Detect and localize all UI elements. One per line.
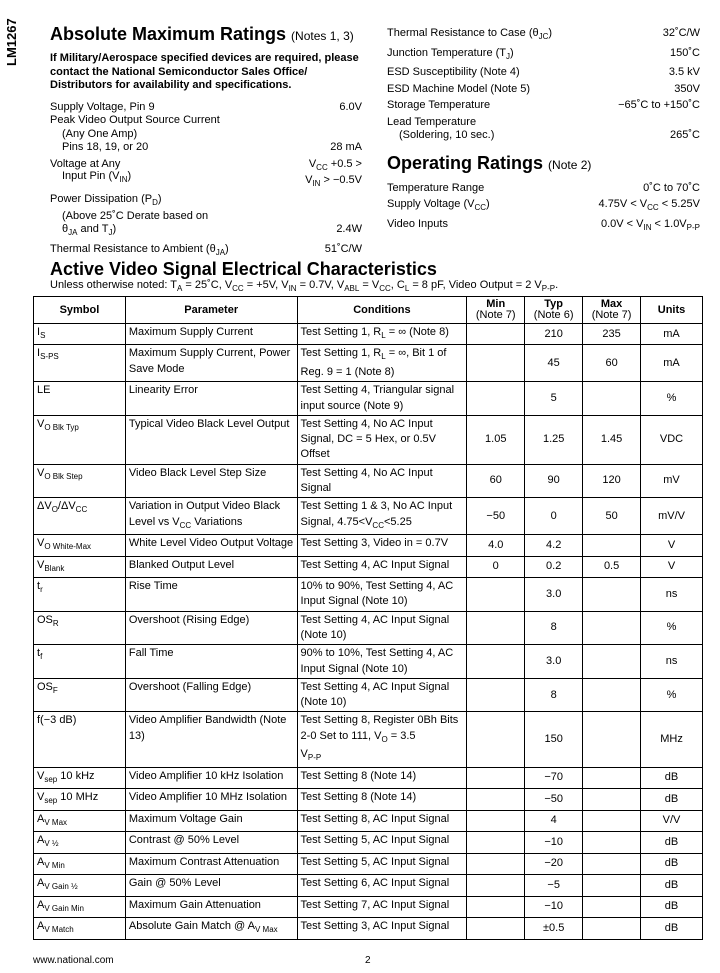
rating-row: ESD Susceptibility (Note 4) 3.5 kV: [387, 66, 700, 79]
header-min: Min (Note 7): [467, 297, 525, 324]
peak-current-sub2: Pins 18, 19, or 20 28 mA: [62, 141, 362, 153]
table-row: [34, 832, 703, 853]
cell-typ: ±0.5: [525, 918, 583, 939]
rating-row: Thermal Resistance to Case $(\theta_{JC})$ 32˚C/W: [387, 27, 700, 42]
cell-units: dB: [641, 853, 703, 874]
cell-conditions: Test Setting 4, AC Input Signal: [297, 556, 467, 577]
cell-parameter: Contrast @ 50% Level: [125, 832, 297, 853]
header-typ: Typ (Note 6): [525, 297, 583, 324]
cell-symbol: $V_{sep}$ 10 kHz: [34, 767, 126, 788]
cell-symbol: $V_{O Blk Typ}$: [34, 415, 126, 464]
cell-conditions: Test Setting 8 (Note 14): [297, 789, 467, 810]
cell-max: [583, 611, 641, 645]
cell-typ: 90: [525, 464, 583, 498]
cell-conditions: Test Setting 8, AC Input Signal: [297, 810, 467, 831]
cell-max: [583, 875, 641, 896]
cell-max: [583, 678, 641, 712]
cell-parameter: Maximum Voltage Gain: [125, 810, 297, 831]
cell-conditions: Test Setting 1, $R_L$ = ∞, Bit 1 of Reg. 9 = 1 (Note 8): [297, 345, 467, 382]
cell-typ: 150: [525, 712, 583, 767]
cell-symbol: $V_{Blank}$: [34, 556, 126, 577]
cell-typ: 210: [525, 324, 583, 345]
footer-url: www.national.com: [33, 955, 114, 966]
cell-typ: 8: [525, 611, 583, 645]
cell-conditions: Test Setting 3, AC Input Signal: [297, 918, 467, 939]
cell-min: [467, 324, 525, 345]
cell-units: VDC: [641, 415, 703, 464]
cell-min: 1.05: [467, 415, 525, 464]
cell-units: V: [641, 535, 703, 556]
cell-symbol: $V_{sep}$ 10 MHz: [34, 789, 126, 810]
cell-units: mA: [641, 324, 703, 345]
cell-units: dB: [641, 896, 703, 917]
cell-symbol: $OS_F$: [34, 678, 126, 712]
table-row: [34, 498, 703, 535]
cell-units: dB: [641, 832, 703, 853]
lead-temp-label: Lead Temperature: [387, 115, 477, 128]
cell-max: 235: [583, 324, 641, 345]
supply-voltage-row: Supply Voltage, Pin 9 6.0V: [50, 100, 362, 113]
table-row: [34, 645, 703, 679]
cell-units: mA: [641, 345, 703, 382]
cell-typ: 45: [525, 345, 583, 382]
cell-max: [583, 645, 641, 679]
cell-typ: 8: [525, 678, 583, 712]
cell-symbol: $OS_R$: [34, 611, 126, 645]
cell-parameter: Overshoot (Rising Edge): [125, 611, 297, 645]
op-video-row: Video Inputs $0.0V < V_{IN} < 1.0V_{P-P}$: [387, 218, 700, 233]
table-row: [34, 556, 703, 577]
cell-parameter: Maximum Supply Current: [125, 324, 297, 345]
cell-typ: −50: [525, 789, 583, 810]
cell-parameter: Video Black Level Step Size: [125, 464, 297, 498]
cell-units: %: [641, 382, 703, 416]
operating-title: Operating Ratings (Note 2): [387, 152, 592, 173]
peak-current-sub1: (Any One Amp): [62, 127, 138, 140]
active-conditions: Unless otherwise noted: $T_A$ = 25˚C, $V_{CC} = +5V$, $V_{IN} = 0.7V$, $V_{ABL} = V_{CC}$, $C_L = 8$ pF, Video Output = 2 $V_{P-P}$.: [50, 279, 559, 294]
cell-max: [583, 767, 641, 788]
cell-parameter: Video Amplifier 10 kHz Isolation: [125, 767, 297, 788]
cell-max: [583, 832, 641, 853]
cell-conditions: Test Setting 4, AC Input Signal (Note 10): [297, 611, 467, 645]
cell-symbol: $A_{V Gain Min}$: [34, 896, 126, 917]
cell-max: [583, 810, 641, 831]
cell-min: [467, 853, 525, 874]
peak-current-row: Peak Video Output Source Current: [50, 114, 220, 126]
cell-units: dB: [641, 789, 703, 810]
cell-typ: −70: [525, 767, 583, 788]
table-row: [34, 767, 703, 788]
cell-units: mV/V: [641, 498, 703, 535]
cell-symbol: f(−3 dB): [34, 712, 126, 767]
cell-min: [467, 645, 525, 679]
cell-min: [467, 611, 525, 645]
cell-symbol: $I_{S-PS}$: [34, 345, 126, 382]
cell-units: V: [641, 556, 703, 577]
cell-max: 120: [583, 464, 641, 498]
cell-conditions: Test Setting 5, AC Input Signal: [297, 832, 467, 853]
cell-units: V/V: [641, 810, 703, 831]
cell-typ: −20: [525, 853, 583, 874]
cell-symbol: $t_r$: [34, 578, 126, 612]
cell-symbol: LE: [34, 382, 126, 416]
cell-typ: −10: [525, 832, 583, 853]
footer: [33, 955, 703, 966]
cell-min: [467, 832, 525, 853]
header-conditions: Conditions: [297, 297, 467, 324]
table-row: [34, 345, 703, 382]
cell-conditions: Test Setting 4, AC Input Signal (Note 10): [297, 678, 467, 712]
right-ratings: [387, 27, 700, 235]
cell-parameter: Rise Time: [125, 578, 297, 612]
cell-max: 60: [583, 345, 641, 382]
cell-max: [583, 578, 641, 612]
cell-units: ns: [641, 645, 703, 679]
cell-parameter: Linearity Error: [125, 382, 297, 416]
cell-parameter: Maximum Gain Attenuation: [125, 896, 297, 917]
table-row: [34, 678, 703, 712]
cell-max: 50: [583, 498, 641, 535]
cell-min: [467, 896, 525, 917]
abs-max-title: Absolute Maximum Ratings (Notes 1, 3): [50, 24, 354, 44]
cell-units: %: [641, 611, 703, 645]
lead-temp-row: (Soldering, 10 sec.) 265˚C: [399, 129, 700, 142]
power-dissipation-sub1: (Above 25˚C Derate based on: [62, 209, 209, 222]
cell-conditions: Test Setting 4, No AC Input Signal, DC = 5 Hex, or 0.5V Offset: [297, 415, 467, 464]
cell-parameter: Absolute Gain Match @ $A_{V Max}$: [125, 918, 297, 939]
op-temp-row: Temperature Range 0˚C to 70˚C: [387, 181, 700, 194]
side-label: LM1267: [4, 18, 19, 66]
cell-conditions: Test Setting 8 (Note 14): [297, 767, 467, 788]
cell-max: [583, 896, 641, 917]
cell-max: [583, 712, 641, 767]
cell-parameter: Gain @ 50% Level: [125, 875, 297, 896]
table-row: [34, 853, 703, 874]
cell-conditions: Test Setting 4, No AC Input Signal: [297, 464, 467, 498]
cell-symbol: $A_{V Min}$: [34, 853, 126, 874]
cell-min: [467, 810, 525, 831]
cell-symbol: $t_f$: [34, 645, 126, 679]
table-row: [34, 875, 703, 896]
cell-typ: 3.0: [525, 645, 583, 679]
table-row: [34, 611, 703, 645]
cell-symbol: $A_{V Max}$: [34, 810, 126, 831]
cell-symbol: $V_{O White-Max}$: [34, 535, 126, 556]
cell-max: [583, 535, 641, 556]
cell-units: dB: [641, 875, 703, 896]
cell-conditions: Test Setting 1 & 3, No AC Input Signal, $4.75<V_{CC}<5.25$: [297, 498, 467, 535]
page-number: 2: [365, 955, 371, 966]
cell-symbol: $I_S$: [34, 324, 126, 345]
cell-typ: 3.0: [525, 578, 583, 612]
table-row: [34, 324, 703, 345]
cell-max: [583, 382, 641, 416]
cell-max: [583, 789, 641, 810]
cell-min: [467, 382, 525, 416]
table-row: [34, 464, 703, 498]
cell-min: [467, 678, 525, 712]
cell-min: 4.0: [467, 535, 525, 556]
cell-conditions: 90% to 10%, Test Setting 4, AC Input Signal (Note 10): [297, 645, 467, 679]
military-warning: If Military/Aerospace specified devices are required, please contact the National Semiconductor Sales Office/ Distributors for availability and specifications.: [50, 52, 359, 91]
voltage-any-row: Voltage at Any Input Pin $(V_{IN})$ $V_{CC} +0.5$ > $V_{IN} > -0.5V$: [50, 157, 362, 188]
cell-parameter: Maximum Contrast Attenuation: [125, 853, 297, 874]
cell-conditions: Test Setting 3, Video in = 0.7V: [297, 535, 467, 556]
cell-min: 60: [467, 464, 525, 498]
cell-parameter: Overshoot (Falling Edge): [125, 678, 297, 712]
thermal-ambient-row: Thermal Resistance to Ambient $(\theta_{JA})$ 51˚C/W: [50, 242, 362, 257]
cell-min: 0: [467, 556, 525, 577]
cell-units: MHz: [641, 712, 703, 767]
cell-parameter: White Level Video Output Voltage: [125, 535, 297, 556]
cell-symbol: $\Delta V_O/\Delta V_{CC}$: [34, 498, 126, 535]
cell-min: [467, 875, 525, 896]
power-dissipation-row: Power Dissipation $(P_D)$: [50, 192, 162, 208]
header-symbol: Symbol: [34, 297, 126, 324]
cell-max: 0.5: [583, 556, 641, 577]
cell-max: [583, 918, 641, 939]
table-row: [34, 415, 703, 464]
table-row: [34, 896, 703, 917]
table-header-row: [34, 297, 703, 324]
power-dissipation-sub2: $\theta_{JA}$ and $T_J$) 2.4W: [62, 223, 362, 238]
cell-symbol: $A_{V \frac{1}{2}}$: [34, 832, 126, 853]
cell-parameter: Maximum Supply Current, Power Save Mode: [125, 345, 297, 382]
cell-min: [467, 918, 525, 939]
cell-parameter: Typical Video Black Level Output: [125, 415, 297, 464]
cell-conditions: Test Setting 1, $R_L$ = ∞ (Note 8): [297, 324, 467, 345]
cell-symbol: $A_{V Gain \frac{1}{2}}$: [34, 875, 126, 896]
cell-conditions: 10% to 90%, Test Setting 4, AC Input Signal (Note 10): [297, 578, 467, 612]
cell-typ: 5: [525, 382, 583, 416]
table-row: [34, 382, 703, 416]
table-row: [34, 810, 703, 831]
cell-units: %: [641, 678, 703, 712]
cell-units: dB: [641, 767, 703, 788]
table-row: [34, 789, 703, 810]
cell-min: −50: [467, 498, 525, 535]
rating-row: ESD Machine Model (Note 5) 350V: [387, 82, 700, 95]
cell-min: [467, 345, 525, 382]
cell-symbol: $V_{O Blk Step}$: [34, 464, 126, 498]
rating-row: Storage Temperature −65˚C to +150˚C: [387, 99, 700, 112]
cell-symbol: $A_{V Match}$: [34, 918, 126, 939]
cell-min: [467, 578, 525, 612]
cell-parameter: Video Amplifier Bandwidth (Note 13): [125, 712, 297, 767]
cell-min: [467, 712, 525, 767]
cell-units: mV: [641, 464, 703, 498]
rating-row: Junction Temperature $(T_J)$ 150˚C: [387, 46, 700, 61]
cell-typ: 4: [525, 810, 583, 831]
cell-typ: 4.2: [525, 535, 583, 556]
cell-parameter: Video Amplifier 10 MHz Isolation: [125, 789, 297, 810]
cell-min: [467, 767, 525, 788]
cell-min: [467, 789, 525, 810]
cell-conditions: Test Setting 5, AC Input Signal: [297, 853, 467, 874]
header-parameter: Parameter: [125, 297, 297, 324]
cell-max: 1.45: [583, 415, 641, 464]
table-row: [34, 712, 703, 767]
cell-units: dB: [641, 918, 703, 939]
cell-typ: −5: [525, 875, 583, 896]
cell-parameter: Blanked Output Level: [125, 556, 297, 577]
table-row: [34, 578, 703, 612]
cell-typ: 0.2: [525, 556, 583, 577]
active-title: Active Video Signal Electrical Characteristics: [50, 259, 437, 279]
cell-conditions: Test Setting 8, Register 0Bh Bits 2-0 Set to 111, $V_O = 3.5$ $V_{P-P}$: [297, 712, 467, 767]
cell-conditions: Test Setting 6, AC Input Signal: [297, 875, 467, 896]
cell-max: [583, 853, 641, 874]
op-supply-row: Supply Voltage $(V_{CC})$ $4.75V < V_{CC} < 5.25V$: [387, 198, 700, 213]
cell-typ: 1.25: [525, 415, 583, 464]
cell-parameter: Variation in Output Video Black Level vs $V_{CC}$ Variations: [125, 498, 297, 535]
header-units: Units: [641, 297, 703, 324]
cell-units: ns: [641, 578, 703, 612]
cell-conditions: Test Setting 7, AC Input Signal: [297, 896, 467, 917]
characteristics-table: [33, 296, 703, 940]
cell-typ: 0: [525, 498, 583, 535]
table-row: [34, 535, 703, 556]
table-row: [34, 918, 703, 939]
cell-typ: −10: [525, 896, 583, 917]
header-max: Max (Note 7): [583, 297, 641, 324]
cell-conditions: Test Setting 4, Triangular signal input source (Note 9): [297, 382, 467, 416]
abs-max-section: [50, 24, 362, 259]
cell-parameter: Fall Time: [125, 645, 297, 679]
